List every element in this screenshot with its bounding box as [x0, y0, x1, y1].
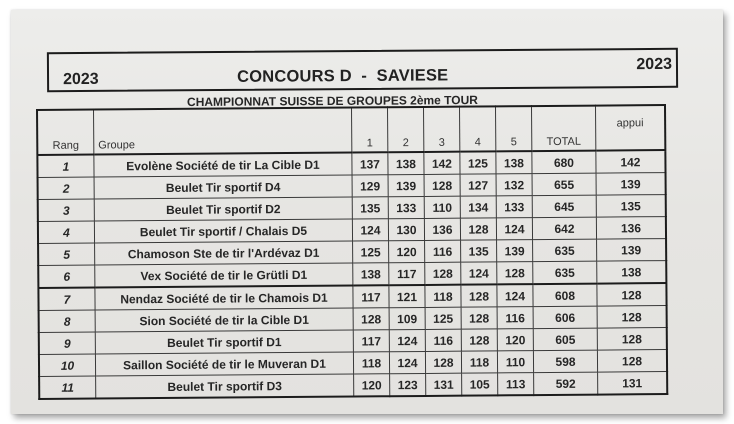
score-2-cell: 109 — [389, 307, 425, 329]
score-3-cell: 116 — [425, 240, 461, 262]
score-5-cell: 133 — [496, 196, 532, 218]
score-3-cell: 128 — [424, 174, 460, 196]
group-name-cell: Saillon Société de tir le Muveran D1 — [95, 352, 353, 376]
score-2-cell: 117 — [389, 262, 425, 285]
total-cell: 605 — [533, 328, 597, 351]
group-name-cell: Beulet Tir sportif / Chalais D5 — [94, 219, 352, 243]
score-2-cell: 121 — [389, 285, 425, 308]
appui-cell: 128 — [597, 283, 667, 306]
score-3-cell: 131 — [426, 373, 462, 396]
appui-cell: 139 — [596, 173, 666, 196]
score-1-cell: 137 — [352, 152, 388, 175]
total-cell: 645 — [532, 195, 596, 218]
group-name-cell: Nendaz Société de tir le Chamois D1 — [95, 286, 353, 311]
total-cell: 635 — [533, 239, 597, 262]
score-1-cell: 120 — [354, 374, 390, 397]
score-2-cell: 123 — [390, 373, 426, 396]
total-cell: 655 — [532, 173, 596, 196]
rang-cell: 1 — [37, 155, 94, 178]
rang-cell: 3 — [38, 199, 95, 221]
score-5-cell: 138 — [496, 151, 532, 174]
score-4-cell: 105 — [462, 373, 498, 396]
year-right: 2023 — [636, 55, 673, 74]
score-5-cell: 110 — [497, 351, 533, 373]
table-row — [39, 372, 667, 399]
score-3-cell: 128 — [425, 262, 461, 285]
table-subtitle: CHAMPIONNAT SUISSE DE GROUPES 2ème TOUR — [186, 92, 478, 110]
score-4-cell: 128 — [461, 284, 497, 307]
col-header-1: 1 — [351, 107, 387, 152]
score-1-cell: 138 — [353, 263, 389, 286]
rang-cell: 7 — [38, 288, 95, 311]
score-5-cell: 139 — [497, 240, 533, 262]
score-2-cell: 138 — [388, 152, 424, 175]
appui-cell: 128 — [597, 328, 667, 351]
group-name-cell: Vex Société de tir le Grütli D1 — [95, 263, 353, 288]
score-4-cell: 125 — [460, 151, 496, 174]
score-4-cell: 128 — [460, 218, 496, 240]
appui-cell: 128 — [597, 350, 667, 373]
group-name-cell: Evolène Société de tir La Cible D1 — [94, 153, 352, 178]
col-header-total: TOTAL — [531, 106, 595, 152]
col-header-5: 5 — [495, 106, 531, 151]
score-5-cell: 132 — [496, 174, 532, 196]
col-header-3: 3 — [423, 107, 459, 152]
score-3-cell: 116 — [425, 329, 461, 351]
score-2-cell: 124 — [389, 351, 425, 373]
col-header-4: 4 — [459, 106, 495, 151]
score-5-cell: 116 — [497, 307, 533, 329]
appui-cell: 128 — [597, 306, 667, 329]
score-4-cell: 127 — [460, 174, 496, 196]
total-cell: 635 — [533, 261, 597, 284]
score-1-cell: 129 — [352, 175, 388, 197]
score-1-cell: 117 — [353, 285, 389, 308]
score-1-cell: 118 — [353, 352, 389, 374]
col-header-appui: appui — [595, 105, 665, 151]
score-5-cell: 120 — [497, 329, 533, 351]
rang-cell: 11 — [39, 376, 96, 399]
score-3-cell: 128 — [425, 351, 461, 373]
total-cell: 680 — [532, 151, 596, 174]
score-3-cell: 110 — [424, 196, 460, 218]
group-name-cell: Beulet Tir sportif D3 — [96, 374, 354, 399]
rang-cell: 9 — [39, 332, 96, 354]
rang-cell: 10 — [39, 354, 96, 376]
score-4-cell: 124 — [461, 262, 497, 285]
score-1-cell: 135 — [352, 197, 388, 219]
rang-cell: 4 — [38, 221, 95, 243]
appui-cell: 131 — [598, 372, 668, 395]
total-cell: 606 — [533, 306, 597, 329]
group-name-cell: Beulet Tir sportif D1 — [95, 330, 353, 354]
appui-cell: 139 — [597, 239, 667, 262]
rang-cell: 5 — [38, 243, 95, 265]
score-2-cell: 130 — [388, 218, 424, 240]
appui-cell: 135 — [596, 195, 666, 218]
table-header-row — [37, 105, 665, 155]
group-name-cell: Beulet Tir sportif D4 — [94, 175, 352, 199]
score-1-cell: 124 — [352, 219, 388, 241]
score-5-cell: 128 — [497, 262, 533, 285]
score-2-cell: 133 — [388, 196, 424, 218]
total-cell: 642 — [532, 217, 596, 240]
score-2-cell: 124 — [389, 329, 425, 351]
rang-cell: 2 — [38, 177, 95, 199]
appui-cell: 138 — [597, 261, 667, 284]
score-5-cell: 124 — [496, 218, 532, 240]
score-4-cell: 128 — [461, 329, 497, 351]
score-4-cell: 135 — [461, 240, 497, 262]
group-name-cell: Beulet Tir sportif D2 — [94, 197, 352, 221]
rang-cell: 6 — [38, 265, 95, 288]
score-3-cell: 125 — [425, 307, 461, 329]
score-5-cell: 124 — [497, 284, 533, 307]
score-2-cell: 139 — [388, 174, 424, 196]
col-header-rang: Rang — [37, 110, 94, 155]
score-3-cell: 142 — [424, 152, 460, 175]
total-cell: 608 — [533, 284, 597, 307]
score-1-cell: 128 — [353, 308, 389, 330]
col-header-groupe: Groupe — [94, 108, 352, 155]
rang-cell: 8 — [39, 310, 96, 332]
score-1-cell: 117 — [353, 330, 389, 352]
score-3-cell: 118 — [425, 285, 461, 308]
score-5-cell: 113 — [498, 373, 534, 396]
results-table — [36, 104, 668, 400]
score-4-cell: 118 — [461, 351, 497, 373]
col-header-2: 2 — [387, 107, 423, 152]
page-title: CONCOURS D - SAVIESE — [236, 66, 449, 86]
score-3-cell: 136 — [424, 218, 460, 240]
score-2-cell: 120 — [389, 240, 425, 262]
group-name-cell: Sion Société de tir la Cible D1 — [95, 308, 353, 332]
score-4-cell: 134 — [460, 196, 496, 218]
appui-cell: 142 — [596, 150, 666, 173]
score-4-cell: 128 — [461, 307, 497, 329]
appui-cell: 136 — [596, 217, 666, 240]
total-cell: 598 — [533, 350, 597, 373]
group-name-cell: Chamoson Ste de tir l'Ardévaz D1 — [95, 241, 353, 265]
total-cell: 592 — [534, 372, 598, 395]
year-left: 2023 — [63, 70, 99, 89]
header-box — [47, 48, 678, 92]
score-1-cell: 125 — [353, 241, 389, 263]
